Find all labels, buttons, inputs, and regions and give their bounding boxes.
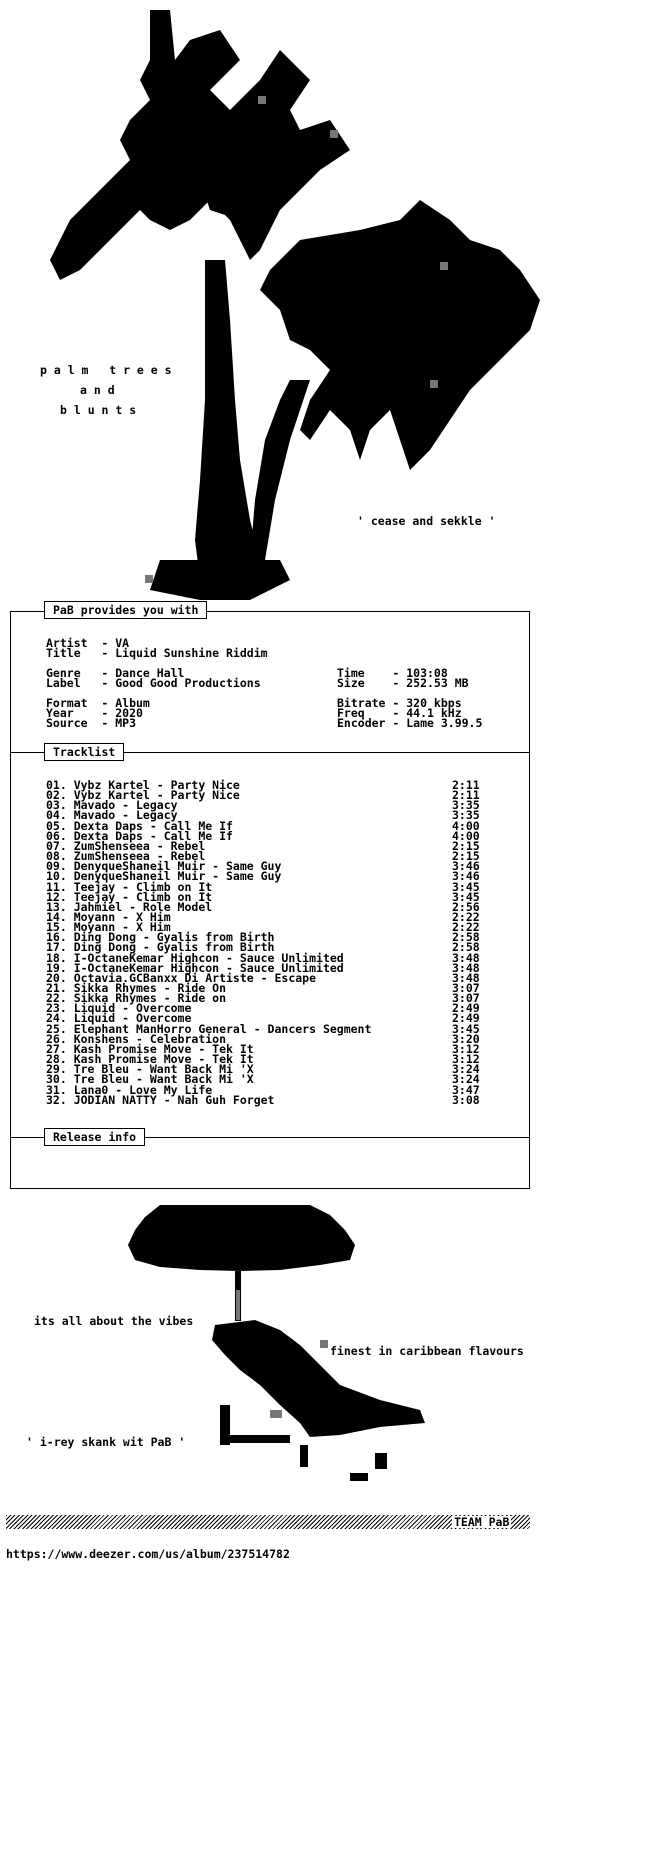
art-caption-right: ' cease and sekkle ' [357, 514, 496, 528]
track-duration: 3:20 [452, 1031, 480, 1046]
track-duration: 3:48 [452, 960, 480, 975]
section-header-release: Release info [44, 1128, 145, 1146]
track-title: 16. Ding Dong - Gyalis from Birth [46, 930, 275, 945]
track-title: 07. ZumShenseea - Rebel [46, 838, 206, 853]
track-duration: 3:07 [452, 991, 480, 1006]
track-title: 17. Ding Dong - Gyalis from Birth [46, 940, 275, 955]
track-duration: 2:22 [452, 920, 480, 935]
track-duration: 2:22 [452, 909, 480, 924]
track-duration: 3:08 [452, 1092, 480, 1107]
track-duration: 2:56 [452, 899, 480, 914]
track-title: 12. Teejay - Climb on It [46, 889, 213, 904]
artist-line: Artist - VA [46, 636, 130, 650]
size-line: Size - 252.53 MB [337, 676, 469, 690]
track-duration: 3:35 [452, 798, 480, 813]
vibes-caption: its all about the vibes [34, 1314, 194, 1328]
track-title: 04. Mavado - Legacy [46, 808, 178, 823]
source-url[interactable]: https://www.deezer.com/us/album/237514782 [6, 1547, 290, 1561]
art-caption-left-2: a n d [80, 383, 115, 397]
track-title: 26. Konshens - Celebration [46, 1031, 227, 1046]
track-duration: 3:45 [452, 889, 480, 904]
freq-line: Freq - 44.1 kHz [337, 706, 462, 720]
team-label: TEAM PaB [454, 1515, 510, 1529]
track-title: 28. Kash Promise Move - Tek It [46, 1052, 254, 1067]
track-duration: 3:45 [452, 879, 480, 894]
track-duration: 3:07 [452, 981, 480, 995]
track-duration: 3:46 [452, 869, 480, 884]
track-duration: 2:15 [452, 849, 480, 864]
track-title: 09. DenyqueShaneil Muir - Same Guy [46, 859, 282, 874]
flavours-caption: finest in caribbean flavours [330, 1344, 524, 1358]
track-duration: 3:24 [452, 1062, 480, 1077]
track-title: 08. ZumShenseea - Rebel [46, 849, 206, 864]
track-title: 05. Dexta Daps - Call Me If [46, 818, 233, 833]
track-duration: 3:48 [452, 970, 480, 985]
bitrate-line: Bitrate - 320 kbps [337, 696, 462, 710]
track-duration: 2:11 [452, 788, 480, 803]
track-title: 29. Tre Bleu - Want Back Mi 'X [46, 1062, 254, 1077]
section-header-tracklist: Tracklist [44, 743, 124, 761]
track-title: 03. Mavado - Legacy [46, 798, 178, 813]
track-duration: 3:12 [452, 1052, 480, 1067]
label-line: Label - Good Good Productions [46, 676, 261, 690]
track-title: 24. Liquid - Overcome [46, 1011, 192, 1026]
track-title: 01. Vybz Kartel - Party Nice [46, 778, 240, 792]
track-duration: 3:12 [452, 1041, 480, 1056]
track-duration: 3:35 [452, 808, 480, 823]
track-title: 27. Kash Promise Move - Tek It [46, 1041, 254, 1056]
track-title: 31. Lana0 - Love My Life [46, 1082, 213, 1097]
track-duration: 2:15 [452, 838, 480, 853]
track-duration: 3:47 [452, 1082, 480, 1097]
track-title: 30. Tre Bleu - Want Back Mi 'X [46, 1072, 254, 1087]
track-title: 13. Jahmiel - Role Model [46, 899, 213, 914]
track-duration: 3:24 [452, 1072, 480, 1087]
track-title: 11. Teejay - Climb on It [46, 879, 213, 894]
track-title: 02. Vybz Kartel - Party Nice [46, 788, 240, 803]
track-duration: 4:00 [452, 818, 480, 833]
beach-umbrella-art [0, 1195, 648, 1505]
track-duration: 4:00 [452, 828, 480, 843]
track-duration: 3:45 [452, 1021, 480, 1036]
track-duration: 2:11 [452, 778, 480, 792]
track-duration: 2:58 [452, 930, 480, 945]
section-header-provides: PaB provides you with [44, 601, 207, 619]
skank-caption: ' i-rey skank wit PaB ' [26, 1435, 186, 1449]
track-title: 10. DenyqueShaneil Muir - Same Guy [46, 869, 282, 884]
art-caption-left-3: b l u n t s [60, 403, 137, 417]
title-line: Title - Liquid Sunshine Riddim [46, 646, 268, 660]
track-duration: 2:49 [452, 1011, 480, 1026]
genre-line: Genre - Dance Hall [46, 666, 185, 680]
track-title: 25. Elephant ManHorro General - Dancers Segment [46, 1021, 372, 1036]
art-caption-left-1: p a l m t r e e s [40, 363, 172, 377]
track-title: 23. Liquid - Overcome [46, 1001, 192, 1016]
track-duration: 2:49 [452, 1001, 480, 1016]
track-title: 32. JODIAN NATTY - Nah Guh Forget [46, 1092, 275, 1107]
format-line: Format - Album [46, 696, 150, 710]
track-title: 19. I-OctaneKemar Highcon - Sauce Unlimited [46, 960, 344, 975]
track-duration: 2:58 [452, 940, 480, 955]
track-title: 22. Sikka Rhymes - Ride on [46, 991, 227, 1006]
encoder-line: Encoder - Lame 3.99.5 [337, 716, 483, 730]
track-title: 14. Moyann - X Him [46, 909, 171, 924]
year-line: Year - 2020 [46, 706, 143, 720]
track-duration: 3:46 [452, 859, 480, 874]
track-title: 15. Moyann - X Him [46, 920, 171, 935]
source-line: Source - MP3 [46, 716, 137, 730]
track-duration: 3:48 [452, 950, 480, 965]
track-title: 06. Dexta Daps - Call Me If [46, 828, 233, 843]
time-line: Time - 103:08 [337, 666, 448, 680]
track-title: 20. Octavia.GCBanxx Di Artiste - Escape [46, 970, 317, 985]
track-title: 18. I-OctaneKemar Highcon - Sauce Unlimited [46, 950, 344, 965]
track-title: 21. Sikka Rhymes - Ride On [46, 981, 227, 995]
